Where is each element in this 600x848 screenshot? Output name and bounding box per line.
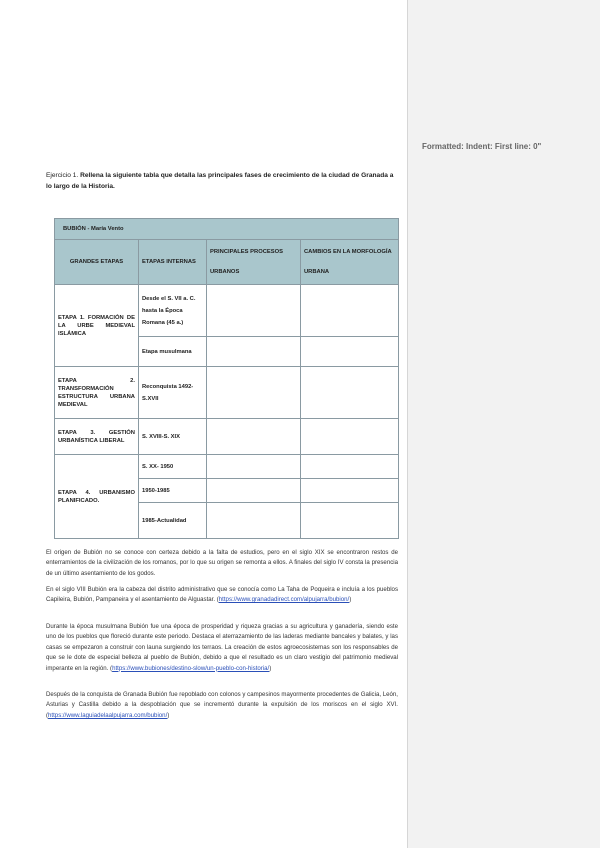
header-procesos: PRINCIPALES PROCESOS URBANOS bbox=[207, 240, 301, 285]
cell-empty[interactable] bbox=[207, 367, 301, 419]
etapa-4: ETAPA 4. URBANISMO PLANIFICADO. bbox=[55, 455, 139, 539]
cell-empty[interactable] bbox=[207, 503, 301, 539]
cell-empty[interactable] bbox=[207, 479, 301, 503]
table-title: BUBIÓN - María Vento bbox=[55, 219, 399, 240]
paragraph-4-text: Después de la conquista de Granada Bubión fue repoblado con colonos y campesinos mayormente procedentes de Galicia, León, Asturias y Castilla debido a la despoblación que se incrementó durante la expulsión de los moriscos en el siglo XVI. bbox=[46, 691, 398, 709]
comment-pane bbox=[408, 0, 600, 848]
paragraph-3-link[interactable]: https://www.bubiones/destino-slow/un-pueblo-con-historia/ bbox=[112, 664, 270, 672]
header-grandes-etapas: GRANDES ETAPAS bbox=[55, 240, 139, 285]
page-edge bbox=[407, 0, 408, 848]
phases-table bbox=[54, 218, 399, 539]
etapa-4-sub-3: 1985-Actualidad bbox=[139, 503, 207, 539]
table-row bbox=[55, 285, 399, 337]
header-etapas-internas: ETAPAS INTERNAS bbox=[139, 240, 207, 285]
paragraph-2-link[interactable]: https://www.granadadirect.com/alpujarra/bubion/ bbox=[218, 596, 350, 604]
exercise-text: Rellena la siguiente tabla que detalla las principales fases de crecimiento de la ciudad de Granada a lo largo de la Historia. bbox=[46, 172, 394, 190]
exercise-lead: Ejercicio 1. bbox=[46, 172, 79, 179]
paragraph-1 bbox=[46, 548, 398, 579]
etapa-2-sub-1: Reconquista 1492-S.XVII bbox=[139, 367, 207, 419]
exercise-heading bbox=[46, 170, 396, 192]
cell-empty[interactable] bbox=[207, 419, 301, 455]
etapa-4-sub-1: S. XX- 1950 bbox=[139, 455, 207, 479]
paragraph-3: Durante la época musulmana Bubión fue una época de prosperidad y riqueza gracias a su agricultura y ganadería, siendo este uno de los pueblos que floreció durante este periodo. Destaca el aterrazamiento de las laderas mediante bancales y balates, y las casas se empezaron a construir con launa surgiendo los terraos. La creación de estos agroecosistemas son los responsables de que se le dote de especial belleza al pueblo de Bubión, debido a que el resultado es un claro vestigio del patrimonio medieval imperante en la región. (https://www.bubiones/destino-slow/un-pueblo-con-historia/) bbox=[46, 623, 398, 672]
header-cambios: CAMBIOS EN LA MORFOLOGÍA URBANA bbox=[301, 240, 399, 285]
etapa-3-sub-1: S. XVIII-S. XIX bbox=[139, 419, 207, 455]
paragraph-1-text: El origen de Bubión no se conoce con certeza debido a la falta de estudios, pero en el siglo XIX se encontraron restos de enterramientos de la civilización de los romanos, por lo que su origen se remonta a ellos. A finales del siglo IV consta la presencia de un último asentamiento de los godos. bbox=[46, 549, 398, 577]
cell-empty[interactable] bbox=[301, 285, 399, 337]
cell-empty[interactable] bbox=[207, 285, 301, 337]
table-header-row bbox=[55, 240, 399, 285]
table-row bbox=[55, 455, 399, 479]
cell-empty[interactable] bbox=[301, 337, 399, 367]
cell-empty[interactable] bbox=[301, 367, 399, 419]
cell-empty[interactable] bbox=[207, 455, 301, 479]
table-row bbox=[55, 419, 399, 455]
cell-empty[interactable] bbox=[301, 455, 399, 479]
etapa-4-sub-2: 1950-1985 bbox=[139, 479, 207, 503]
etapa-3: ETAPA 3. GESTIÓN URBANÍSTICA LIBERAL bbox=[55, 419, 139, 455]
etapa-1-sub-2: Etapa musulmana bbox=[139, 337, 207, 367]
etapa-1-sub-1: Desde el S. VII a. C. hasta la Época Romana (45 a.) bbox=[139, 285, 207, 337]
paragraph-2: En el siglo VIII Bubión era la cabeza del distrito administrativo que se conocía como La Taha de Poqueira e incluía a los pueblos Capileira, Bubión, Pampaneira y el asentamiento de Alguastar. (https://www.granadadirect.com/alpujarra/bubion/) bbox=[46, 586, 398, 604]
paragraph-3-text: Durante la época musulmana Bubión fue una época de prosperidad y riqueza gracias a su agricultura y ganadería, siendo este uno de los pueblos que floreció durante este periodo. Destaca el aterrazamiento de las laderas mediante bancales y balates, y las casas se empezaron a construir con launa surgiendo los terraos. La creación de estos agroecosistemas son los responsables de que se le dote de especial belleza al pueblo de Bubión, debido a que el resultado es un claro vestigio del patrimonio medieval imperante en la región. bbox=[46, 623, 398, 672]
cell-empty[interactable] bbox=[207, 337, 301, 367]
cell-empty[interactable] bbox=[301, 419, 399, 455]
cell-empty[interactable] bbox=[301, 479, 399, 503]
cell-empty[interactable] bbox=[301, 503, 399, 539]
etapa-2: ETAPA 2. TRANSFORMACIÓN ESTRUCTURA URBANA MEDIEVAL bbox=[55, 367, 139, 419]
comment-label: Formatted: Indent: First line: 0" bbox=[422, 142, 542, 151]
etapa-1: ETAPA 1. FORMACIÓN DE LA URBE MEDIEVAL ISLÁMICA bbox=[55, 285, 139, 367]
table-row bbox=[55, 367, 399, 419]
paragraph-2-text: En el siglo VIII Bubión era la cabeza del distrito administrativo que se conocía como La Taha de Poqueira e incluía a los pueblos Capileira, Bubión, Pampaneira y el asentamiento de Alguastar. bbox=[46, 586, 398, 604]
paragraph-4: Después de la conquista de Granada Bubión fue repoblado con colonos y campesinos mayormente procedentes de Galicia, León, Asturias y Castilla debido a la despoblación que se incrementó durante la expulsión de los moriscos en el siglo XVI. (https://www.laguiadelaalpujarra.com/bubion/) bbox=[46, 691, 398, 719]
paragraph-4-link[interactable]: https://www.laguiadelaalpujarra.com/bubion/ bbox=[48, 711, 168, 719]
